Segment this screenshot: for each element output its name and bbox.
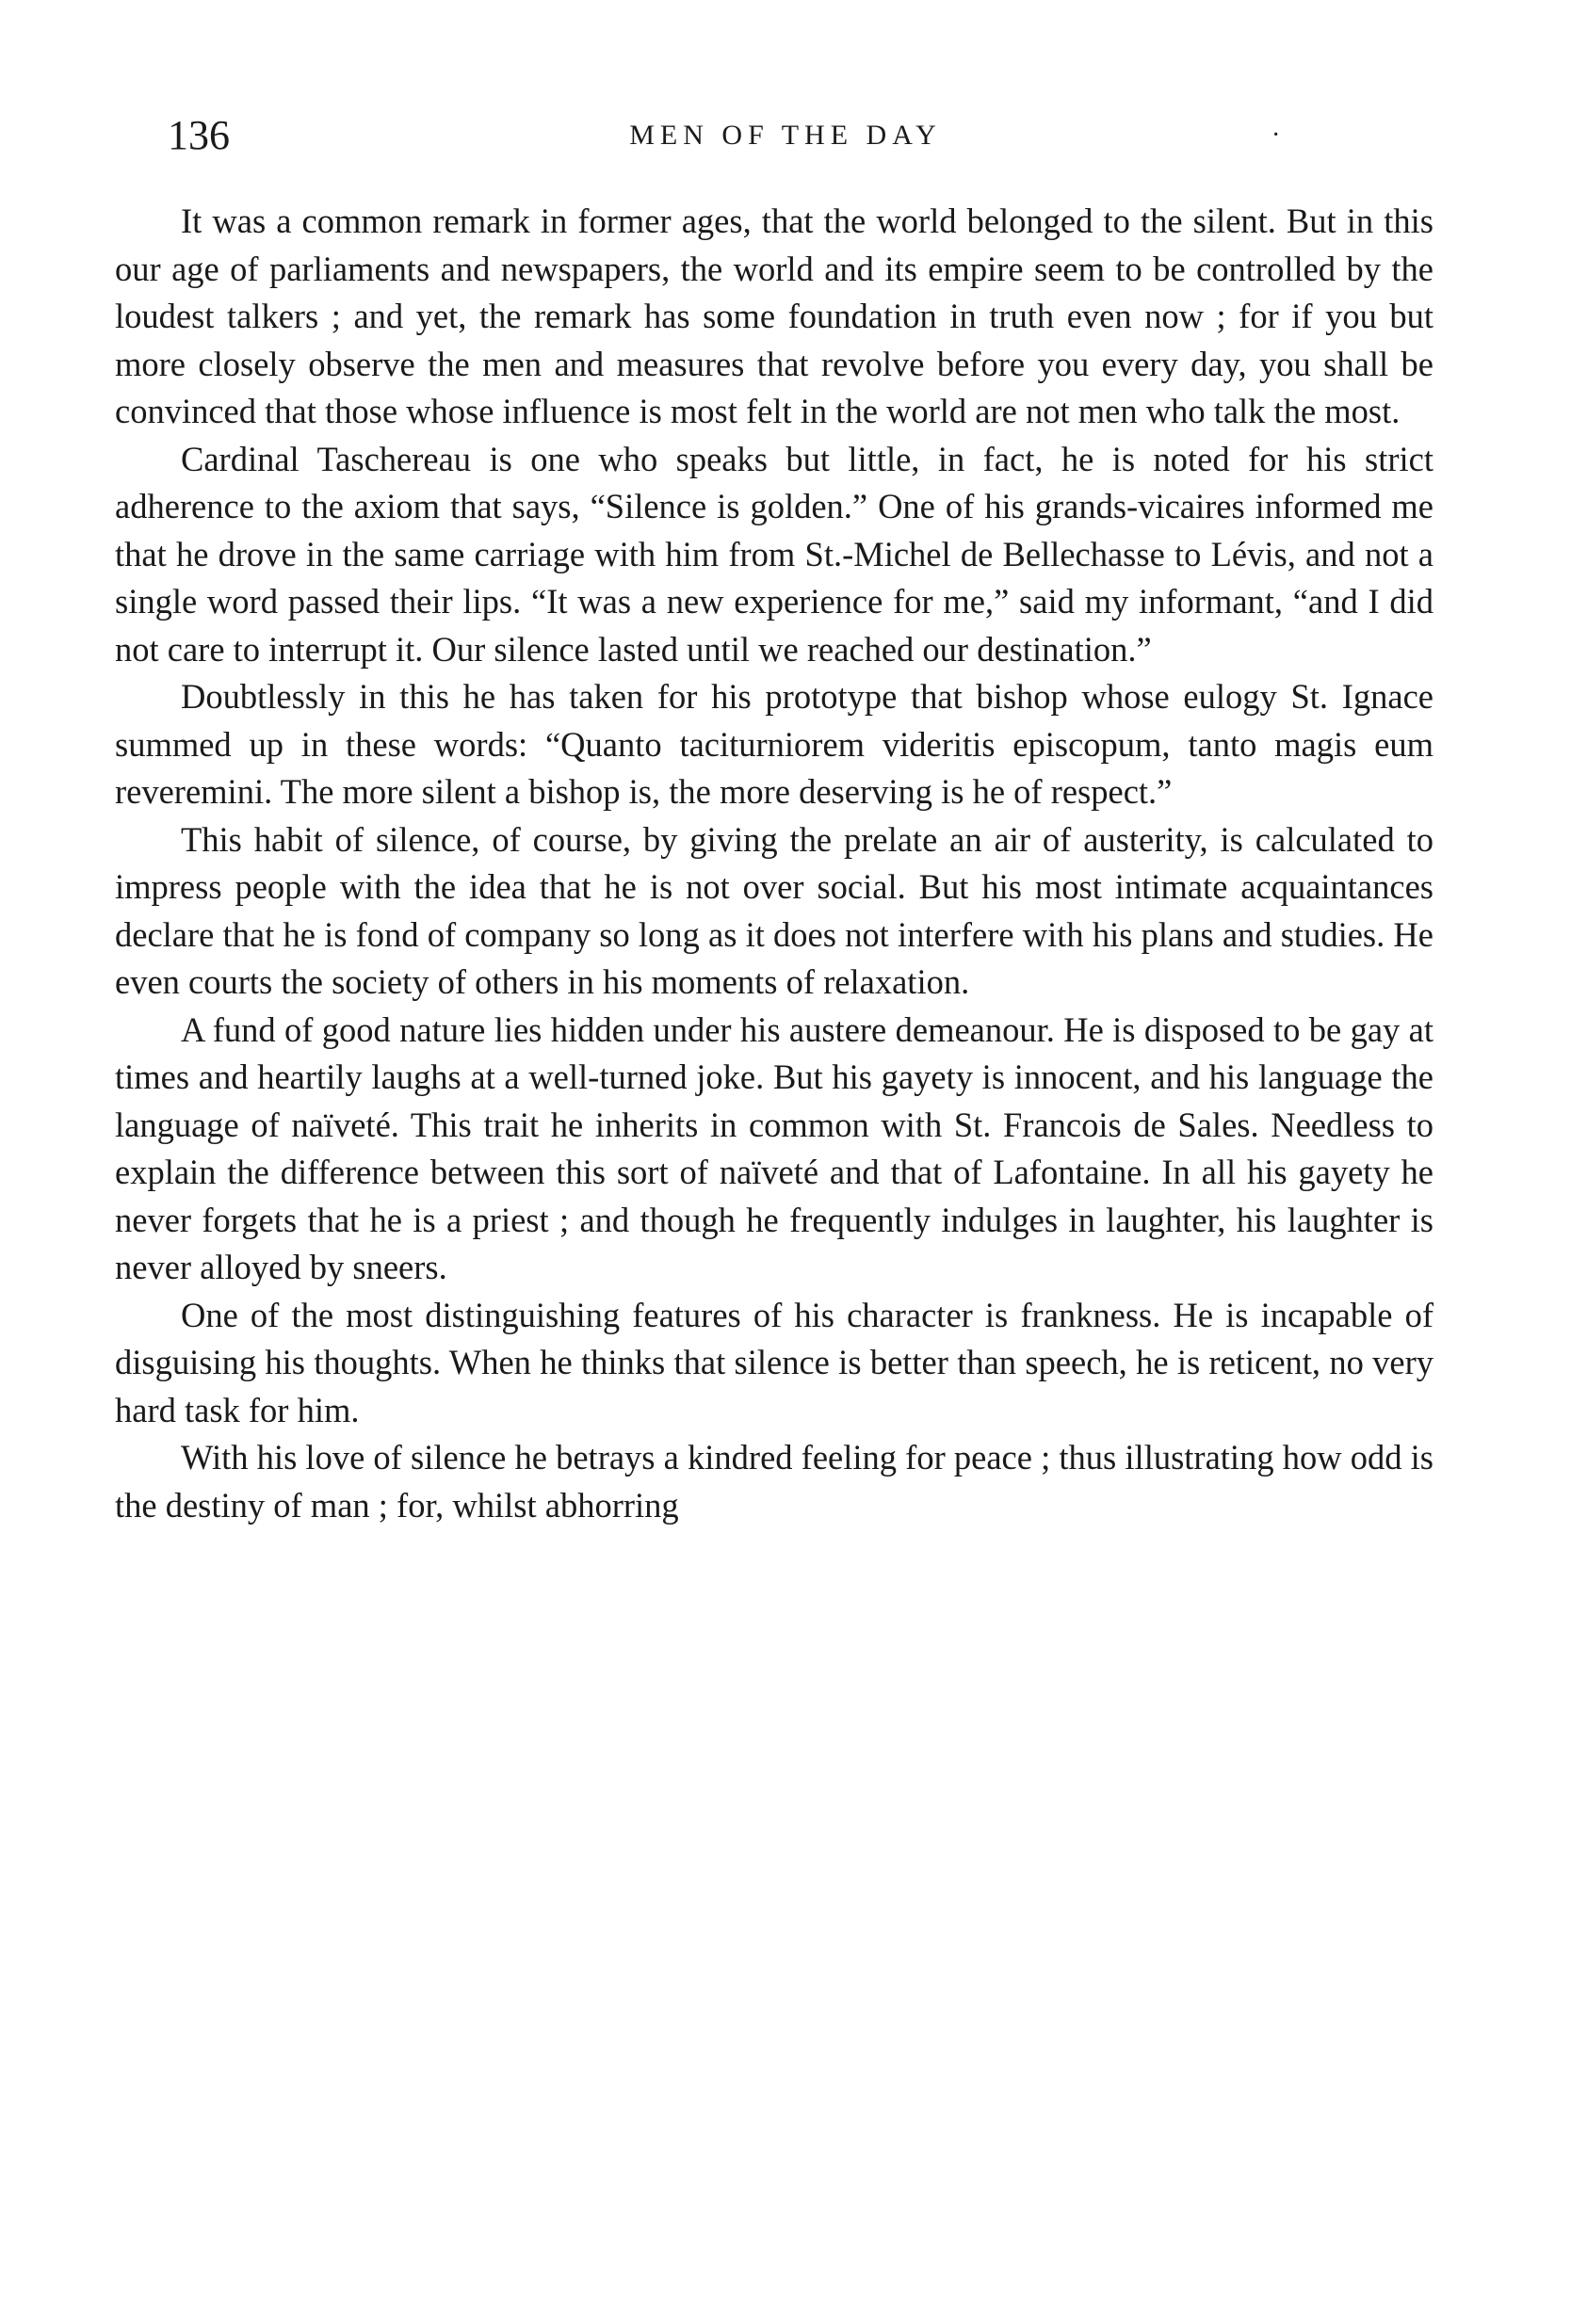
running-head: MEN OF THE DAY [629,120,942,151]
paragraph: One of the most distinguishing features of his character is frankness. He is incapable of disguising his thoughts. When he thinks that silence is better than speech, he is reticent, no very hard task for him. [115,1295,1433,1429]
paragraph: A fund of good nature lies hidden under his austere demeanour. He is disposed to be gay at times and heartily laughs at a well-turned joke. But his gayety is innocent, and his language the language of naïveté. This trait he inherits in common with St. Francois de Sales. Needless to explain the difference between this sort of naïveté and that of Lafontaine. In all his gayety he never forgets that he is a priest ; and though he frequently indulges in laughter, his laughter is never alloyed by sneers. [115,1009,1433,1286]
paragraph: Cardinal Taschereau is one who speaks but little, in fact, he is noted for his strict adherence to the axiom that says, “Silence is golden.” One of his grands-vicaires informed me that he drove in the same carriage with him from St.-Michel de Bellechasse to Lévis, and not a single word passed their lips. “It was a new experience for me,” said my informant, “and I did not care to interrupt it. Our silence lasted until we reached our destination.” [115,439,1433,669]
paragraph: With his love of silence he betrays a kindred feeling for peace ; thus illustrating how odd is the destiny of man ; for, whilst abhorring [115,1438,1433,1525]
paragraph: It was a common remark in former ages, that the world belonged to the silent. But in this our age of parliaments and newspapers, the world and its empire seem to be controlled by the loudest talkers ; and yet, the remark has some foundation in truth even now ; for if you but more closely observe the men and measures that revolve before you every day, you shall be convinced that those whose influence is most felt in the world are not men who talk the most. [115,202,1433,430]
page-body [115,198,1433,1529]
page-header [0,105,1571,171]
paragraph: Doubtlessly in this he has taken for his prototype that bishop whose eulogy St. Ignace summed up in these words: “Quanto taciturniorem videritis episcopum, tanto magis eum reveremini. The more silent a bishop is, the more deserving is he of respect.” [115,677,1433,811]
paragraph: This habit of silence, of course, by giving the prelate an air of austerity, is calculated to impress people with the idea that he is not over social. But his most intimate acquaintances declare that he is fond of company so long as it does not interfere with his plans and studies. He even courts the society of others in his moments of relaxation. [115,819,1433,1001]
page-number: 136 [168,112,230,158]
stray-mark: · [1271,121,1281,150]
